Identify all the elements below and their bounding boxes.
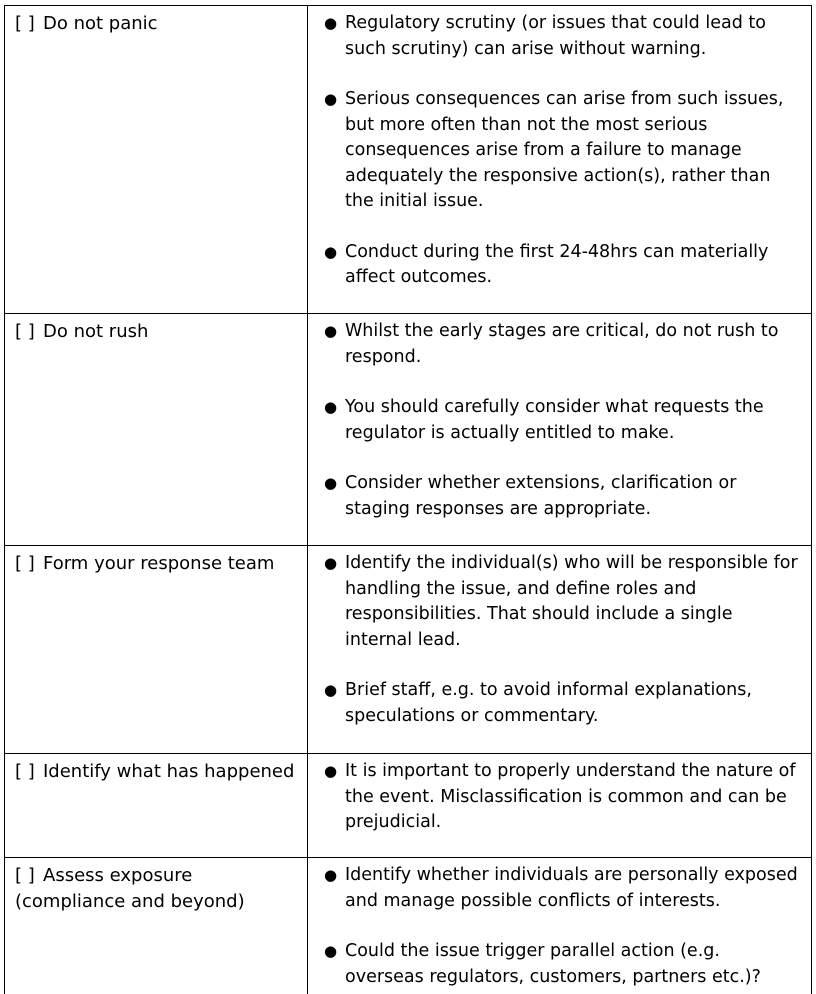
list-item bbox=[324, 319, 799, 370]
table-row bbox=[5, 546, 812, 754]
checkbox-marker[interactable]: [ ] bbox=[15, 551, 43, 577]
guidance-list bbox=[308, 6, 811, 291]
step-title: Do not panic bbox=[43, 13, 158, 34]
guidance-list bbox=[308, 754, 811, 836]
guidance-list bbox=[308, 314, 811, 522]
guidance-text: Consider whether extensions, clarification or staging responses are appropriate. bbox=[345, 473, 736, 519]
bullet-icon: ● bbox=[324, 678, 345, 704]
guidance-cell bbox=[308, 546, 812, 754]
step-label bbox=[5, 858, 307, 914]
bullet-icon: ● bbox=[324, 240, 345, 266]
guidance-text: Regulatory scrutiny (or issues that could lead to such scrutiny) can arise without warning. bbox=[345, 13, 766, 59]
bullet-icon: ● bbox=[324, 551, 345, 577]
bullet-icon: ● bbox=[324, 863, 345, 889]
list-item bbox=[324, 87, 799, 215]
step-title: Identify what has happened bbox=[43, 761, 294, 782]
guidance-cell bbox=[308, 314, 812, 546]
step-title: Do not rush bbox=[43, 321, 148, 342]
list-item bbox=[324, 678, 799, 729]
list-item bbox=[324, 939, 799, 990]
guidance-cell bbox=[308, 754, 812, 858]
step-label bbox=[5, 314, 307, 345]
bullet-icon: ● bbox=[324, 759, 345, 785]
bullet-icon: ● bbox=[324, 471, 345, 497]
step-cell bbox=[5, 858, 308, 994]
checkbox-marker[interactable]: [ ] bbox=[15, 759, 43, 785]
guidance-text: Could the issue trigger parallel action (e.g. overseas regulators, customers, partners etc.)? bbox=[345, 941, 761, 987]
list-item bbox=[324, 551, 799, 653]
step-cell bbox=[5, 754, 308, 858]
guidance-cell bbox=[308, 858, 812, 994]
bullet-icon: ● bbox=[324, 939, 345, 965]
list-item bbox=[324, 471, 799, 522]
guidance-text: You should carefully consider what requests the regulator is actually entitled to make. bbox=[345, 397, 764, 443]
guidance-text: Conduct during the first 24-48hrs can materially affect outcomes. bbox=[345, 242, 768, 288]
guidance-text: Identify the individual(s) who will be responsible for handling the issue, and define roles and responsibilities. That should include a single internal lead. bbox=[345, 553, 798, 650]
checklist-table bbox=[4, 5, 812, 994]
checkbox-marker[interactable]: [ ] bbox=[15, 319, 43, 345]
step-cell bbox=[5, 6, 308, 314]
bullet-icon: ● bbox=[324, 11, 345, 37]
guidance-list bbox=[308, 546, 811, 729]
list-item bbox=[324, 11, 799, 62]
list-item bbox=[324, 240, 799, 291]
step-label bbox=[5, 6, 307, 37]
step-title: Form your response team bbox=[43, 553, 274, 574]
table-row bbox=[5, 314, 812, 546]
step-cell bbox=[5, 314, 308, 546]
step-label bbox=[5, 754, 307, 785]
step-label bbox=[5, 546, 307, 577]
bullet-icon: ● bbox=[324, 319, 345, 345]
guidance-text: Whilst the early stages are critical, do not rush to respond. bbox=[345, 321, 779, 367]
step-cell bbox=[5, 546, 308, 754]
list-item bbox=[324, 759, 799, 836]
table-row bbox=[5, 754, 812, 858]
guidance-list bbox=[308, 858, 811, 990]
guidance-cell bbox=[308, 6, 812, 314]
bullet-icon: ● bbox=[324, 395, 345, 421]
guidance-text: Serious consequences can arise from such issues, but more often than not the most serious consequences arise from a failure to manage adequately the responsive action(s), rather than the initial issue. bbox=[345, 89, 783, 211]
table-row bbox=[5, 6, 812, 314]
list-item bbox=[324, 863, 799, 914]
step-title: Assess exposure (compliance and beyond) bbox=[15, 865, 245, 912]
table-row bbox=[5, 858, 812, 994]
guidance-text: Brief staff, e.g. to avoid informal explanations, speculations or commentary. bbox=[345, 680, 752, 726]
guidance-text: It is important to properly understand the nature of the event. Misclassification is common and can be prejudicial. bbox=[345, 761, 796, 832]
checkbox-marker[interactable]: [ ] bbox=[15, 11, 43, 37]
guidance-text: Identify whether individuals are personally exposed and manage possible conflicts of interests. bbox=[345, 865, 798, 911]
bullet-icon: ● bbox=[324, 87, 345, 113]
checkbox-marker[interactable]: [ ] bbox=[15, 863, 43, 889]
list-item bbox=[324, 395, 799, 446]
